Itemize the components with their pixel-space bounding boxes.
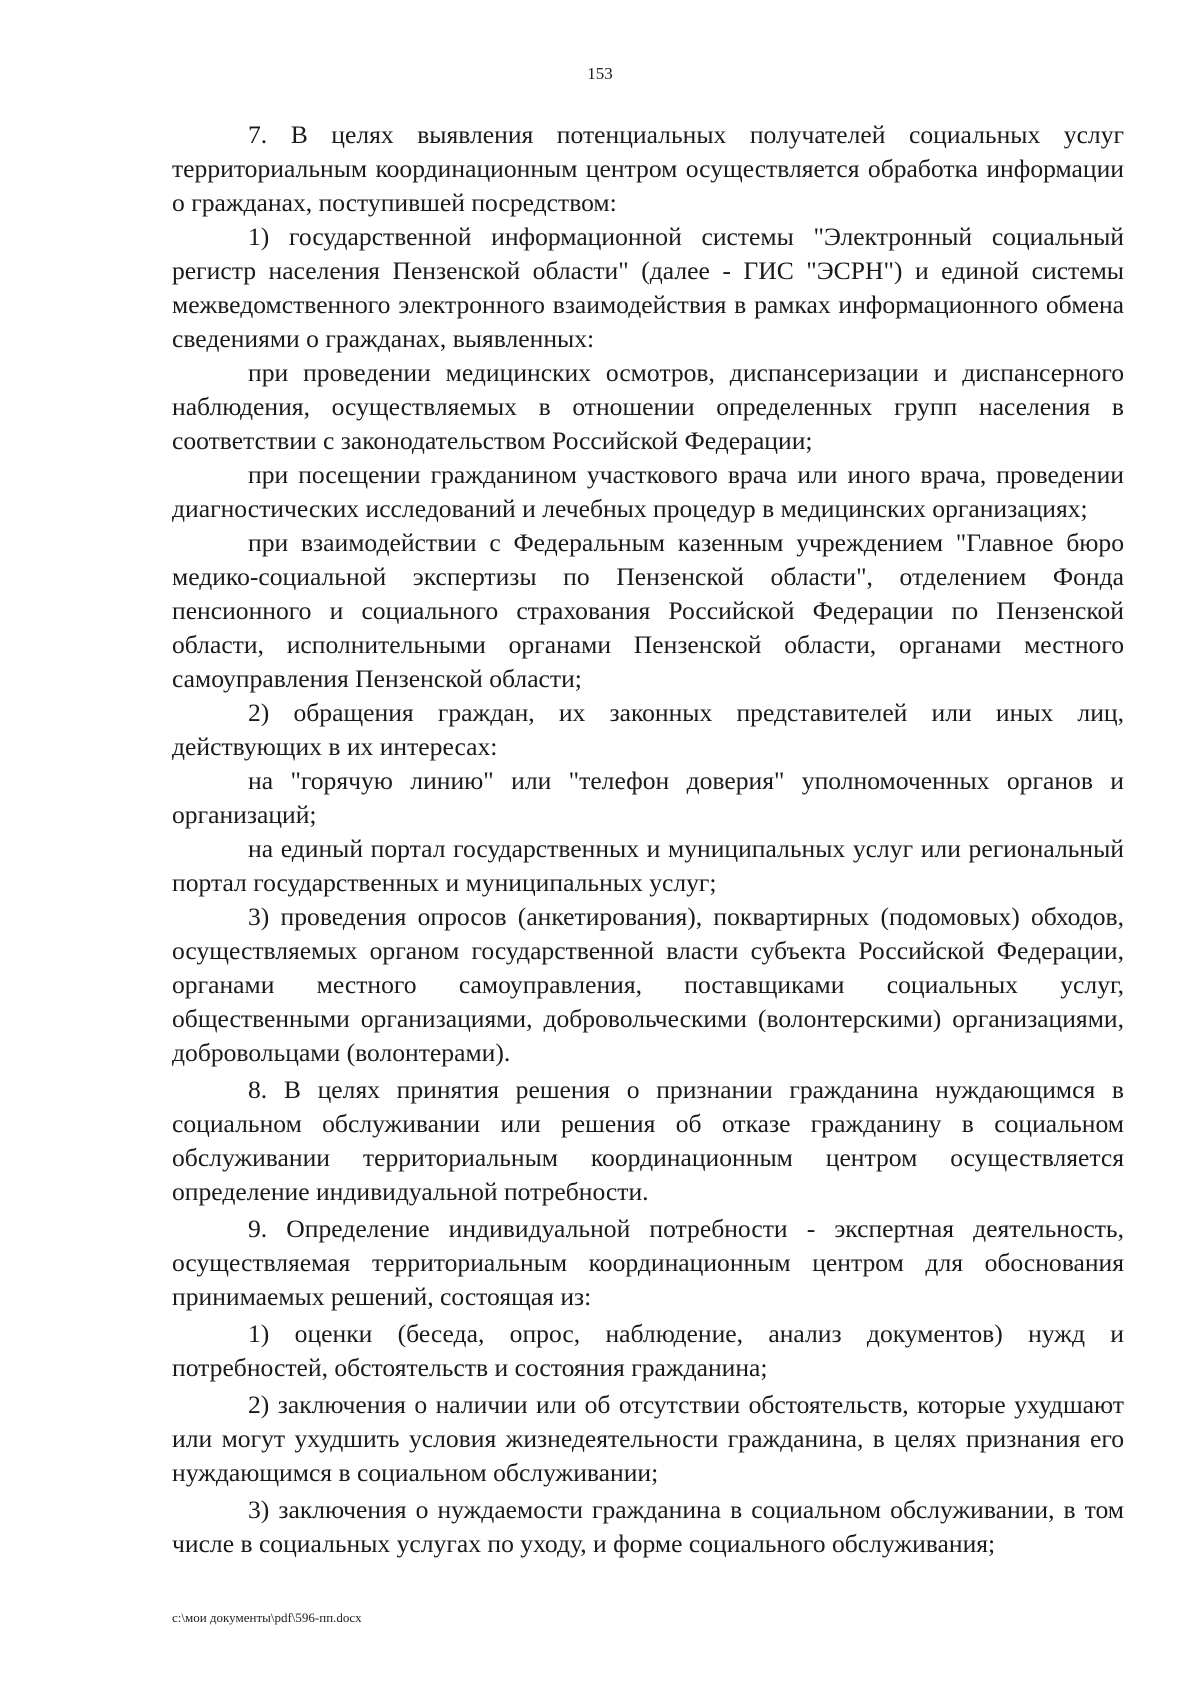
paragraph-7-item-3: 3) проведения опросов (анкетирования), поквартирных (подомовых) обходов, осуществляемых органом государственной власти субъекта Российской Федерации, органами местного самоуправления, поставщиками социальных услуг, общественными организациями, добровольческими (волонтерскими) организациями, добровольцами (волонтерами). [172,902,1124,1067]
paragraph-9-item-3: 3) заключения о нуждаемости гражданина в социальном обслуживании, в том числе в социальных услугах по уходу, и форме социального обслуживания; [172,1495,1124,1558]
page-number: 153 [587,64,613,83]
paragraph-7-item-2-hotline: на "горячую линию" или "телефон доверия" уполномоченных органов и организаций; [172,766,1124,829]
paragraph-7: 7. В целях выявления потенциальных получателей социальных услуг территориальным координационным центром осуществляется обработка информации о гражданах, поступившей посредством: [172,120,1124,217]
paragraph-7-item-1-medical-exams: при проведении медицинских осмотров, диспансеризации и диспансерного наблюдения, осуществляемых в отношении определенных групп населения в соответствии с законодательством Российской Федерации; [172,358,1124,455]
document-body [172,118,1124,1561]
paragraph-7-item-2: 2) обращения граждан, их законных представителей или иных лиц, действующих в их интересах: [172,698,1124,761]
paragraph-7-item-1-doctor-visit: при посещении гражданином участкового врача или иного врача, проведении диагностических исследований и лечебных процедур в медицинских организациях; [172,460,1124,523]
paragraph-9: 9. Определение индивидуальной потребности - экспертная деятельность, осуществляемая территориальным координационным центром для обоснования принимаемых решений, состоящая из: [172,1214,1124,1311]
paragraph-9-item-2: 2) заключения о наличии или об отсутствии обстоятельств, которые ухудшают или могут ухудшить условия жизнедеятельности гражданина, в целях признания его нуждающимся в социальном обслуживании; [172,1390,1124,1487]
paragraph-7-item-1: 1) государственной информационной системы "Электронный социальный регистр населения Пензенской области" (далее - ГИС "ЭСРН") и единой системы межведомственного электронного взаимодействия в рамках информационного обмена сведениями о гражданах, выявленных: [172,222,1124,353]
paragraph-8: 8. В целях принятия решения о признании гражданина нуждающимся в социальном обслуживании или решения об отказе гражданину в социальном обслуживании территориальным координационным центром осуществляется определение индивидуальной потребности. [172,1075,1124,1206]
paragraph-7-item-2-portal: на единый портал государственных и муниципальных услуг или региональный портал государственных и муниципальных услуг; [172,834,1124,897]
paragraph-7-item-1-interaction: при взаимодействии с Федеральным казенным учреждением "Главное бюро медико-социальной экспертизы по Пензенской области", отделением Фонда пенсионного и социального страхования Российской Федерации по Пензенской области, исполнительными органами Пензенской области, органами местного самоуправления Пензенской области; [172,528,1124,693]
paragraph-9-item-1: 1) оценки (беседа, опрос, наблюдение, анализ документов) нужд и потребностей, обстоятельств и состояния гражданина; [172,1319,1124,1382]
footer-file-path: c:\мои документы\pdf\596-пп.docx [172,1610,362,1625]
